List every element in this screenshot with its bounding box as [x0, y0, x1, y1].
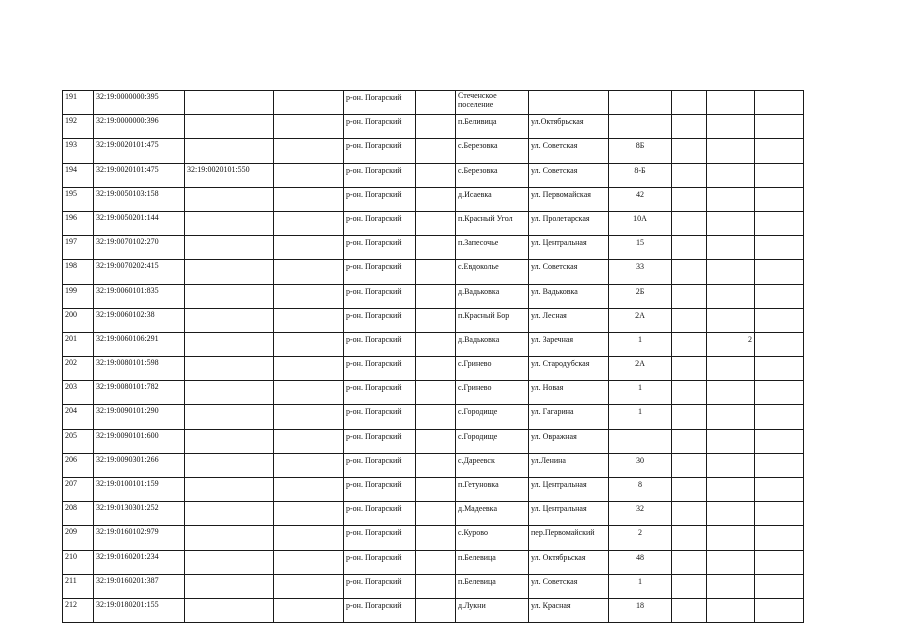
district-cell: р-он. Погарский: [344, 550, 416, 574]
empty-cell: [274, 236, 344, 260]
house-number-cell: 42: [609, 187, 672, 211]
extra-value-cell: [707, 502, 755, 526]
extra-value-cell: [707, 598, 755, 622]
related-cadastral-cell: [185, 381, 274, 405]
row-number-cell: 212: [63, 598, 94, 622]
cadastral-number-cell: 32:19:0080101:598: [94, 357, 185, 381]
house-number-cell: 8Б: [609, 139, 672, 163]
table-row: [63, 187, 804, 211]
district-cell: р-он. Погарский: [344, 502, 416, 526]
empty-cell: [755, 357, 804, 381]
district-cell: р-он. Погарский: [344, 357, 416, 381]
cadastral-number-cell: 32:19:0080101:782: [94, 381, 185, 405]
empty-cell: [755, 260, 804, 284]
row-number-cell: 194: [63, 163, 94, 187]
empty-cell: [755, 453, 804, 477]
locality-cell: с.Городище: [456, 405, 529, 429]
empty-cell: [672, 115, 707, 139]
empty-cell: [416, 260, 456, 284]
empty-cell: [274, 260, 344, 284]
related-cadastral-cell: [185, 478, 274, 502]
empty-cell: [672, 502, 707, 526]
district-cell: р-он. Погарский: [344, 453, 416, 477]
related-cadastral-cell: [185, 502, 274, 526]
table-row: [63, 550, 804, 574]
cadastral-number-cell: 32:19:0160201:234: [94, 550, 185, 574]
table-row: [63, 236, 804, 260]
locality-cell: д.Лукни: [456, 598, 529, 622]
extra-value-cell: [707, 260, 755, 284]
empty-cell: [755, 284, 804, 308]
related-cadastral-cell: [185, 284, 274, 308]
row-number-cell: 202: [63, 357, 94, 381]
related-cadastral-cell: [185, 574, 274, 598]
empty-cell: [274, 502, 344, 526]
related-cadastral-cell: [185, 139, 274, 163]
street-cell: ул. Центральная: [529, 502, 609, 526]
row-number-cell: 197: [63, 236, 94, 260]
related-cadastral-cell: [185, 429, 274, 453]
house-number-cell: 18: [609, 598, 672, 622]
empty-cell: [672, 478, 707, 502]
cadastral-number-cell: 32:19:0060101:835: [94, 284, 185, 308]
house-number-cell: 33: [609, 260, 672, 284]
table-row: [63, 332, 804, 356]
extra-value-cell: 2: [707, 332, 755, 356]
house-number-cell: 2А: [609, 357, 672, 381]
empty-cell: [274, 187, 344, 211]
district-cell: р-он. Погарский: [344, 308, 416, 332]
empty-cell: [672, 308, 707, 332]
table-row: [63, 526, 804, 550]
district-cell: р-он. Погарский: [344, 429, 416, 453]
table-body: [63, 91, 804, 623]
locality-cell: д.Мадеевка: [456, 502, 529, 526]
empty-cell: [274, 405, 344, 429]
empty-cell: [755, 381, 804, 405]
row-number-cell: 196: [63, 211, 94, 235]
related-cadastral-cell: [185, 357, 274, 381]
empty-cell: [416, 405, 456, 429]
empty-cell: [672, 211, 707, 235]
district-cell: р-он. Погарский: [344, 332, 416, 356]
table-row: [63, 453, 804, 477]
related-cadastral-cell: [185, 332, 274, 356]
street-cell: ул. Стародубская: [529, 357, 609, 381]
cadastral-number-cell: 32:19:0130301:252: [94, 502, 185, 526]
district-cell: р-он. Погарский: [344, 381, 416, 405]
empty-cell: [672, 381, 707, 405]
property-register-table: [62, 90, 804, 623]
row-number-cell: 211: [63, 574, 94, 598]
district-cell: р-он. Погарский: [344, 236, 416, 260]
district-cell: р-он. Погарский: [344, 284, 416, 308]
empty-cell: [755, 163, 804, 187]
street-cell: пер.Первомайский: [529, 526, 609, 550]
empty-cell: [416, 526, 456, 550]
house-number-cell: [609, 429, 672, 453]
empty-cell: [672, 598, 707, 622]
street-cell: ул. Лесная: [529, 308, 609, 332]
row-number-cell: 207: [63, 478, 94, 502]
cadastral-number-cell: 32:19:0070102:270: [94, 236, 185, 260]
street-cell: ул. Советская: [529, 139, 609, 163]
row-number-cell: 208: [63, 502, 94, 526]
related-cadastral-cell: [185, 187, 274, 211]
related-cadastral-cell: [185, 211, 274, 235]
empty-cell: [274, 550, 344, 574]
street-cell: ул.Ленина: [529, 453, 609, 477]
empty-cell: [274, 332, 344, 356]
empty-cell: [755, 236, 804, 260]
locality-cell: п.Белевица: [456, 550, 529, 574]
cadastral-number-cell: 32:19:0050201:144: [94, 211, 185, 235]
row-number-cell: 195: [63, 187, 94, 211]
table-row: [63, 163, 804, 187]
extra-value-cell: [707, 139, 755, 163]
related-cadastral-cell: [185, 550, 274, 574]
row-number-cell: 203: [63, 381, 94, 405]
locality-cell: п.Беливица: [456, 115, 529, 139]
extra-value-cell: [707, 91, 755, 115]
empty-cell: [755, 91, 804, 115]
empty-cell: [416, 139, 456, 163]
extra-value-cell: [707, 381, 755, 405]
empty-cell: [755, 598, 804, 622]
empty-cell: [274, 211, 344, 235]
street-cell: ул. Заречная: [529, 332, 609, 356]
empty-cell: [416, 598, 456, 622]
house-number-cell: [609, 91, 672, 115]
house-number-cell: 1: [609, 381, 672, 405]
cadastral-number-cell: 32:19:0000000:395: [94, 91, 185, 115]
table-row: [63, 91, 804, 115]
empty-cell: [274, 163, 344, 187]
empty-cell: [416, 211, 456, 235]
locality-cell: д.Вадьковка: [456, 332, 529, 356]
district-cell: р-он. Погарский: [344, 163, 416, 187]
row-number-cell: 210: [63, 550, 94, 574]
empty-cell: [416, 574, 456, 598]
table-row: [63, 405, 804, 429]
locality-cell: с.Городище: [456, 429, 529, 453]
related-cadastral-cell: [185, 453, 274, 477]
empty-cell: [274, 429, 344, 453]
locality-cell: с.Евдоколье: [456, 260, 529, 284]
related-cadastral-cell: [185, 260, 274, 284]
district-cell: р-он. Погарский: [344, 598, 416, 622]
empty-cell: [672, 163, 707, 187]
empty-cell: [416, 478, 456, 502]
related-cadastral-cell: [185, 115, 274, 139]
empty-cell: [416, 308, 456, 332]
empty-cell: [274, 139, 344, 163]
street-cell: ул. Гагарина: [529, 405, 609, 429]
house-number-cell: 2А: [609, 308, 672, 332]
empty-cell: [416, 163, 456, 187]
table-row: [63, 308, 804, 332]
row-number-cell: 198: [63, 260, 94, 284]
district-cell: р-он. Погарский: [344, 91, 416, 115]
house-number-cell: 32: [609, 502, 672, 526]
table-row: [63, 429, 804, 453]
row-number-cell: 205: [63, 429, 94, 453]
district-cell: р-он. Погарский: [344, 574, 416, 598]
row-number-cell: 199: [63, 284, 94, 308]
house-number-cell: 8: [609, 478, 672, 502]
district-cell: р-он. Погарский: [344, 405, 416, 429]
house-number-cell: 2Б: [609, 284, 672, 308]
district-cell: р-он. Погарский: [344, 187, 416, 211]
related-cadastral-cell: [185, 405, 274, 429]
table-row: [63, 284, 804, 308]
house-number-cell: 1: [609, 574, 672, 598]
row-number-cell: 191: [63, 91, 94, 115]
extra-value-cell: [707, 478, 755, 502]
empty-cell: [672, 429, 707, 453]
street-cell: ул. Новая: [529, 381, 609, 405]
locality-cell: с.Гринево: [456, 381, 529, 405]
extra-value-cell: [707, 236, 755, 260]
street-cell: ул. Овражная: [529, 429, 609, 453]
empty-cell: [274, 91, 344, 115]
cadastral-number-cell: 32:19:0060102:38: [94, 308, 185, 332]
row-number-cell: 193: [63, 139, 94, 163]
empty-cell: [755, 574, 804, 598]
empty-cell: [672, 574, 707, 598]
empty-cell: [416, 502, 456, 526]
locality-cell: п.Гетуновка: [456, 478, 529, 502]
extra-value-cell: [707, 574, 755, 598]
cadastral-number-cell: 32:19:0060106:291: [94, 332, 185, 356]
table-row: [63, 598, 804, 622]
related-cadastral-cell: [185, 236, 274, 260]
locality-cell: Стеченское поселение: [456, 91, 529, 115]
table-row: [63, 211, 804, 235]
house-number-cell: 1: [609, 332, 672, 356]
extra-value-cell: [707, 550, 755, 574]
related-cadastral-cell: 32:19:0020101:550: [185, 163, 274, 187]
table-row: [63, 502, 804, 526]
street-cell: ул. Центральная: [529, 236, 609, 260]
empty-cell: [274, 284, 344, 308]
empty-cell: [416, 187, 456, 211]
cadastral-number-cell: 32:19:0000000:396: [94, 115, 185, 139]
district-cell: р-он. Погарский: [344, 526, 416, 550]
empty-cell: [672, 91, 707, 115]
empty-cell: [755, 332, 804, 356]
extra-value-cell: [707, 453, 755, 477]
empty-cell: [755, 405, 804, 429]
street-cell: ул.Октябрьская: [529, 115, 609, 139]
empty-cell: [274, 478, 344, 502]
cadastral-number-cell: 32:19:0090301:266: [94, 453, 185, 477]
empty-cell: [416, 550, 456, 574]
related-cadastral-cell: [185, 91, 274, 115]
empty-cell: [672, 405, 707, 429]
extra-value-cell: [707, 211, 755, 235]
empty-cell: [672, 332, 707, 356]
cadastral-number-cell: 32:19:0090101:600: [94, 429, 185, 453]
locality-cell: с.Гринево: [456, 357, 529, 381]
empty-cell: [416, 357, 456, 381]
street-cell: ул. Красная: [529, 598, 609, 622]
street-cell: ул. Пролетарская: [529, 211, 609, 235]
extra-value-cell: [707, 357, 755, 381]
row-number-cell: 209: [63, 526, 94, 550]
table-row: [63, 115, 804, 139]
locality-cell: с.Березовка: [456, 163, 529, 187]
empty-cell: [274, 357, 344, 381]
table-row: [63, 260, 804, 284]
table-row: [63, 478, 804, 502]
row-number-cell: 201: [63, 332, 94, 356]
empty-cell: [416, 115, 456, 139]
empty-cell: [416, 236, 456, 260]
empty-cell: [755, 502, 804, 526]
empty-cell: [416, 453, 456, 477]
locality-cell: с.Березовка: [456, 139, 529, 163]
empty-cell: [672, 453, 707, 477]
empty-cell: [274, 115, 344, 139]
district-cell: р-он. Погарский: [344, 478, 416, 502]
cadastral-number-cell: 32:19:0020101:475: [94, 139, 185, 163]
district-cell: р-он. Погарский: [344, 115, 416, 139]
extra-value-cell: [707, 163, 755, 187]
empty-cell: [672, 526, 707, 550]
empty-cell: [416, 284, 456, 308]
street-cell: ул. Советская: [529, 163, 609, 187]
empty-cell: [672, 357, 707, 381]
empty-cell: [755, 115, 804, 139]
empty-cell: [672, 284, 707, 308]
empty-cell: [672, 139, 707, 163]
extra-value-cell: [707, 115, 755, 139]
row-number-cell: 200: [63, 308, 94, 332]
empty-cell: [274, 453, 344, 477]
street-cell: ул. Вадьковка: [529, 284, 609, 308]
empty-cell: [274, 598, 344, 622]
district-cell: р-он. Погарский: [344, 139, 416, 163]
locality-cell: д.Исаевка: [456, 187, 529, 211]
street-cell: ул. Первомайская: [529, 187, 609, 211]
cadastral-number-cell: 32:19:0090101:290: [94, 405, 185, 429]
cadastral-number-cell: 32:19:0160201:387: [94, 574, 185, 598]
empty-cell: [755, 308, 804, 332]
extra-value-cell: [707, 526, 755, 550]
related-cadastral-cell: [185, 598, 274, 622]
empty-cell: [274, 381, 344, 405]
house-number-cell: 48: [609, 550, 672, 574]
cadastral-number-cell: 32:19:0050103:158: [94, 187, 185, 211]
cadastral-number-cell: 32:19:0160102:979: [94, 526, 185, 550]
table-row: [63, 574, 804, 598]
locality-cell: п.Белевица: [456, 574, 529, 598]
empty-cell: [274, 526, 344, 550]
empty-cell: [672, 260, 707, 284]
table-row: [63, 139, 804, 163]
house-number-cell: [609, 115, 672, 139]
empty-cell: [755, 526, 804, 550]
cadastral-number-cell: 32:19:0180201:155: [94, 598, 185, 622]
street-cell: ул. Октябрьская: [529, 550, 609, 574]
table-row: [63, 381, 804, 405]
locality-cell: п.Красный Угол: [456, 211, 529, 235]
extra-value-cell: [707, 405, 755, 429]
cadastral-number-cell: 32:19:0070202:415: [94, 260, 185, 284]
empty-cell: [672, 550, 707, 574]
row-number-cell: 204: [63, 405, 94, 429]
row-number-cell: 206: [63, 453, 94, 477]
district-cell: р-он. Погарский: [344, 260, 416, 284]
extra-value-cell: [707, 429, 755, 453]
house-number-cell: 1: [609, 405, 672, 429]
street-cell: [529, 91, 609, 115]
locality-cell: д.Вадьковка: [456, 284, 529, 308]
district-cell: р-он. Погарский: [344, 211, 416, 235]
empty-cell: [755, 187, 804, 211]
locality-cell: п.Запесочье: [456, 236, 529, 260]
empty-cell: [755, 211, 804, 235]
house-number-cell: 30: [609, 453, 672, 477]
empty-cell: [274, 308, 344, 332]
empty-cell: [274, 574, 344, 598]
cadastral-number-cell: 32:19:0100101:159: [94, 478, 185, 502]
empty-cell: [755, 550, 804, 574]
street-cell: ул. Центральная: [529, 478, 609, 502]
locality-cell: п.Красный Бор: [456, 308, 529, 332]
extra-value-cell: [707, 187, 755, 211]
empty-cell: [755, 429, 804, 453]
empty-cell: [416, 91, 456, 115]
table-row: [63, 357, 804, 381]
empty-cell: [672, 187, 707, 211]
house-number-cell: 15: [609, 236, 672, 260]
locality-cell: с.Курово: [456, 526, 529, 550]
empty-cell: [672, 236, 707, 260]
empty-cell: [755, 478, 804, 502]
extra-value-cell: [707, 308, 755, 332]
cadastral-number-cell: 32:19:0020101:475: [94, 163, 185, 187]
related-cadastral-cell: [185, 308, 274, 332]
street-cell: ул. Советская: [529, 574, 609, 598]
empty-cell: [755, 139, 804, 163]
empty-cell: [416, 332, 456, 356]
empty-cell: [416, 429, 456, 453]
locality-cell: с.Дареевск: [456, 453, 529, 477]
house-number-cell: 10А: [609, 211, 672, 235]
related-cadastral-cell: [185, 526, 274, 550]
empty-cell: [416, 381, 456, 405]
street-cell: ул. Советская: [529, 260, 609, 284]
extra-value-cell: [707, 284, 755, 308]
house-number-cell: 8-Б: [609, 163, 672, 187]
row-number-cell: 192: [63, 115, 94, 139]
house-number-cell: 2: [609, 526, 672, 550]
